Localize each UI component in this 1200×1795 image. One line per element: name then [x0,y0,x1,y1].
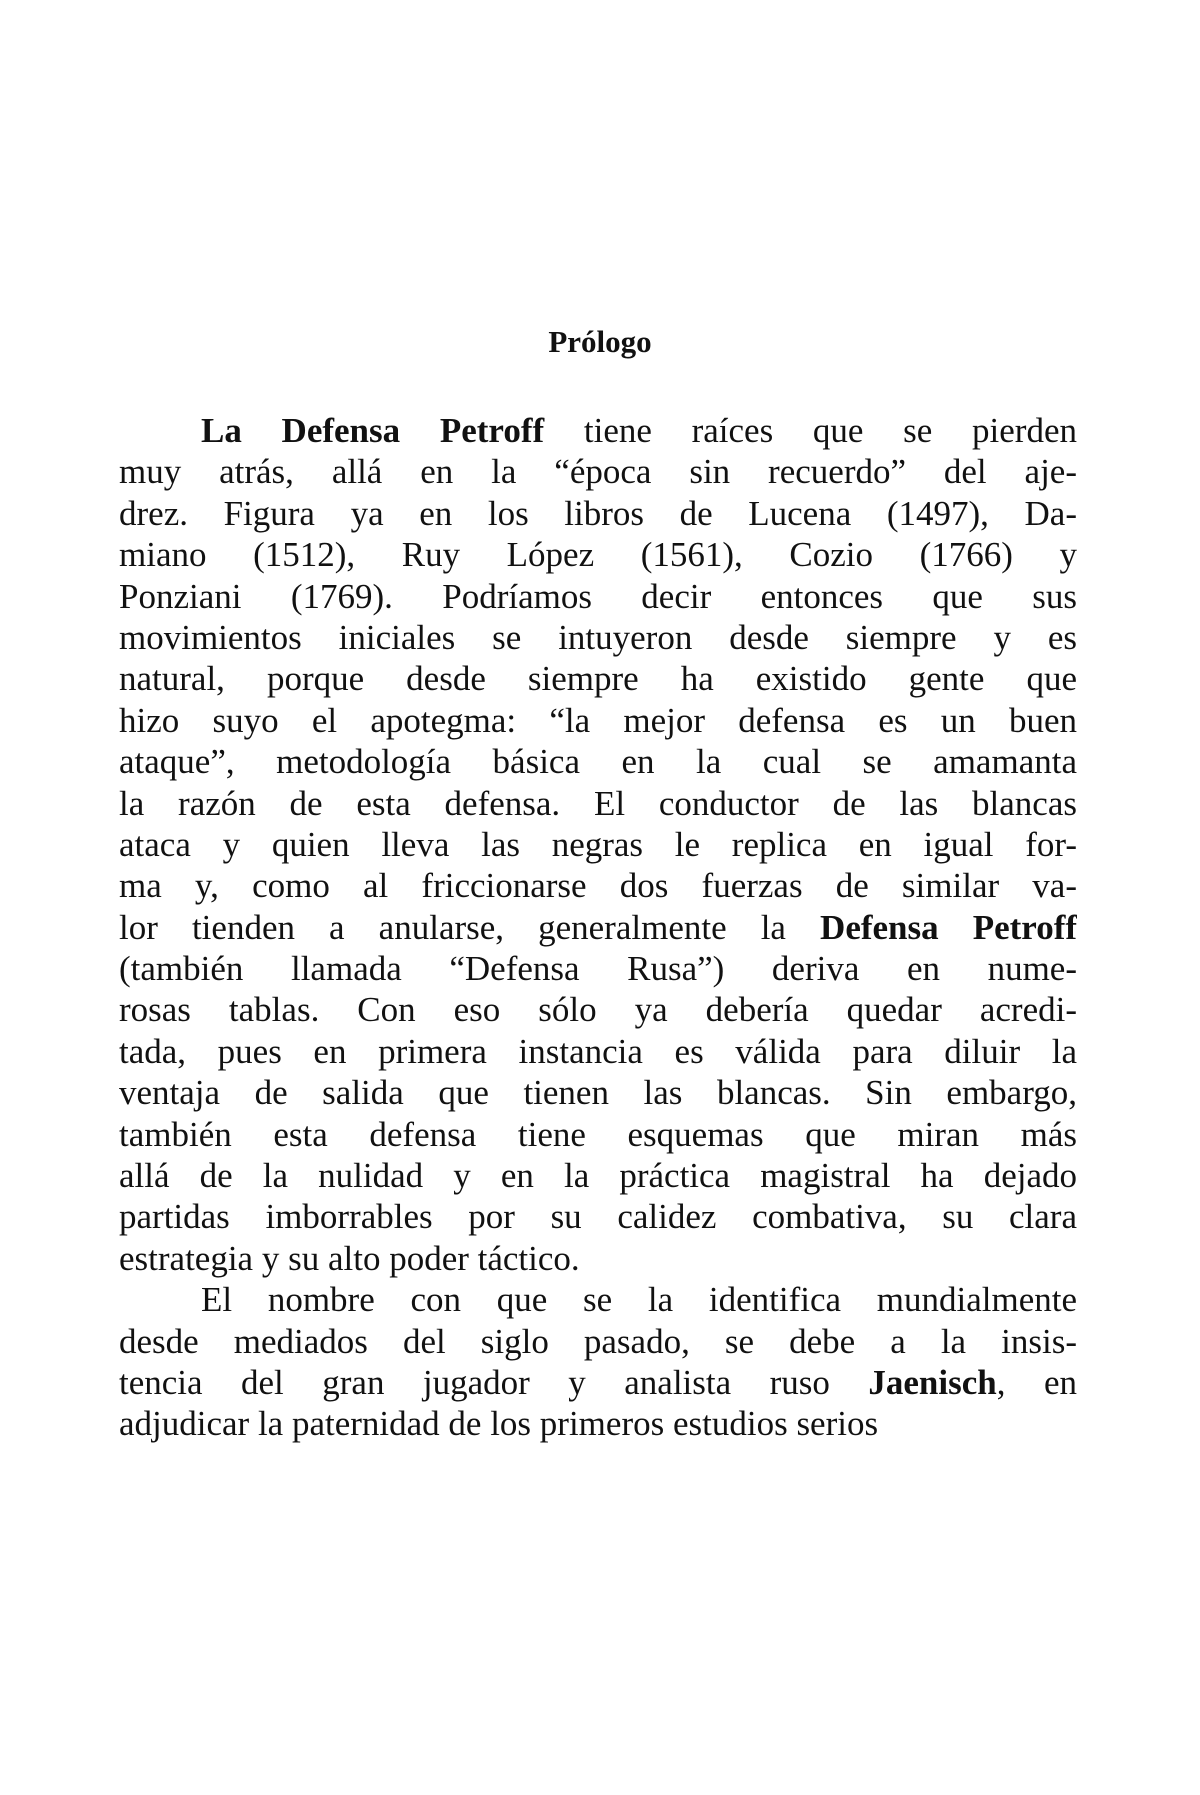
text-run: también esta defensa tiene esquemas que miran más [119,1114,1077,1154]
text-run: ataca y quien lleva las negras le replica en igual for- [119,824,1077,864]
text-run: desde mediados del siglo pasado, se debe a la insis- [119,1321,1077,1361]
text-run: muy atrás, allá en la “época sin recuerdo” del aje- [119,452,1077,492]
text-run: estrategia y su alto poder táctico. [119,1238,580,1278]
text-run: ataque”, metodología básica en la cual se amamanta [119,742,1077,782]
text-run: ventaja de salida que tienen las blancas. Sin embargo, [119,1073,1077,1113]
text-line [119,783,1077,824]
text-line [119,493,1077,534]
text-line [119,1403,1077,1444]
text-line [119,617,1077,658]
bold-text: Jaenisch [868,1362,997,1402]
text-line [119,824,1077,865]
text-line [119,1362,1077,1403]
text-run: tada, pues en primera instancia es válida para diluir la [119,1031,1077,1071]
bold-text: Defensa Petroff [820,907,1077,947]
text-run: allá de la nulidad y en la práctica magistral ha dejado [119,1156,1077,1196]
bold-text: La Defensa Petroff [201,411,545,450]
text-line [119,865,1077,906]
text-line [119,948,1077,989]
text-line [119,1321,1077,1362]
text-run: la razón de esta defensa. El conductor de las blancas [119,783,1077,823]
text-line [119,534,1077,575]
text-run: ma y, como al friccionarse dos fuerzas de similar va- [119,866,1077,906]
text-line [119,700,1077,741]
paragraph [119,410,1077,1279]
text-line [119,576,1077,617]
text-line [119,1155,1077,1196]
text-run: natural, porque desde siempre ha existido gente que [119,659,1077,699]
text-line [119,1238,1077,1279]
text-run: tiene raíces que se pierden [544,411,1077,450]
text-run: adjudicar la paternidad de los primeros estudios serios [119,1404,879,1444]
text-line [119,741,1077,782]
text-line [119,658,1077,699]
text-line [119,410,1077,451]
text-run: miano (1512), Ruy López (1561), Cozio (1766) y [119,535,1077,575]
text-line [119,989,1077,1030]
text-run: (también llamada “Defensa Rusa”) deriva en nume- [119,949,1077,989]
paragraph [119,1279,1077,1445]
text-line [119,451,1077,492]
text-run: hizo suyo el apotegma: “la mejor defensa es un buen [119,700,1077,740]
text-line [119,1114,1077,1155]
page-title: Prólogo [548,324,652,359]
text-run: , en [996,1362,1077,1402]
text-run: movimientos iniciales se intuyeron desde siempre y es [119,617,1077,657]
text-run: tencia del gran jugador y analista ruso [119,1362,869,1402]
text-line [119,1279,1077,1320]
text-run: drez. Figura ya en los libros de Lucena (1497), Da- [119,493,1077,533]
text-line [119,1072,1077,1113]
text-run: partidas imborrables por su calidez combativa, su clara [119,1197,1077,1237]
text-line [119,907,1077,948]
text-run: rosas tablas. Con eso sólo ya debería quedar acredi- [119,990,1077,1030]
text-run: Ponziani (1769). Podríamos decir entonces que sus [119,576,1077,616]
text-line [119,1196,1077,1237]
text-line [119,1031,1077,1072]
text-run: El nombre con que se la identifica mundialmente [201,1280,1077,1320]
body-text [119,410,1077,1445]
text-run: lor tienden a anularse, generalmente la [119,907,821,947]
